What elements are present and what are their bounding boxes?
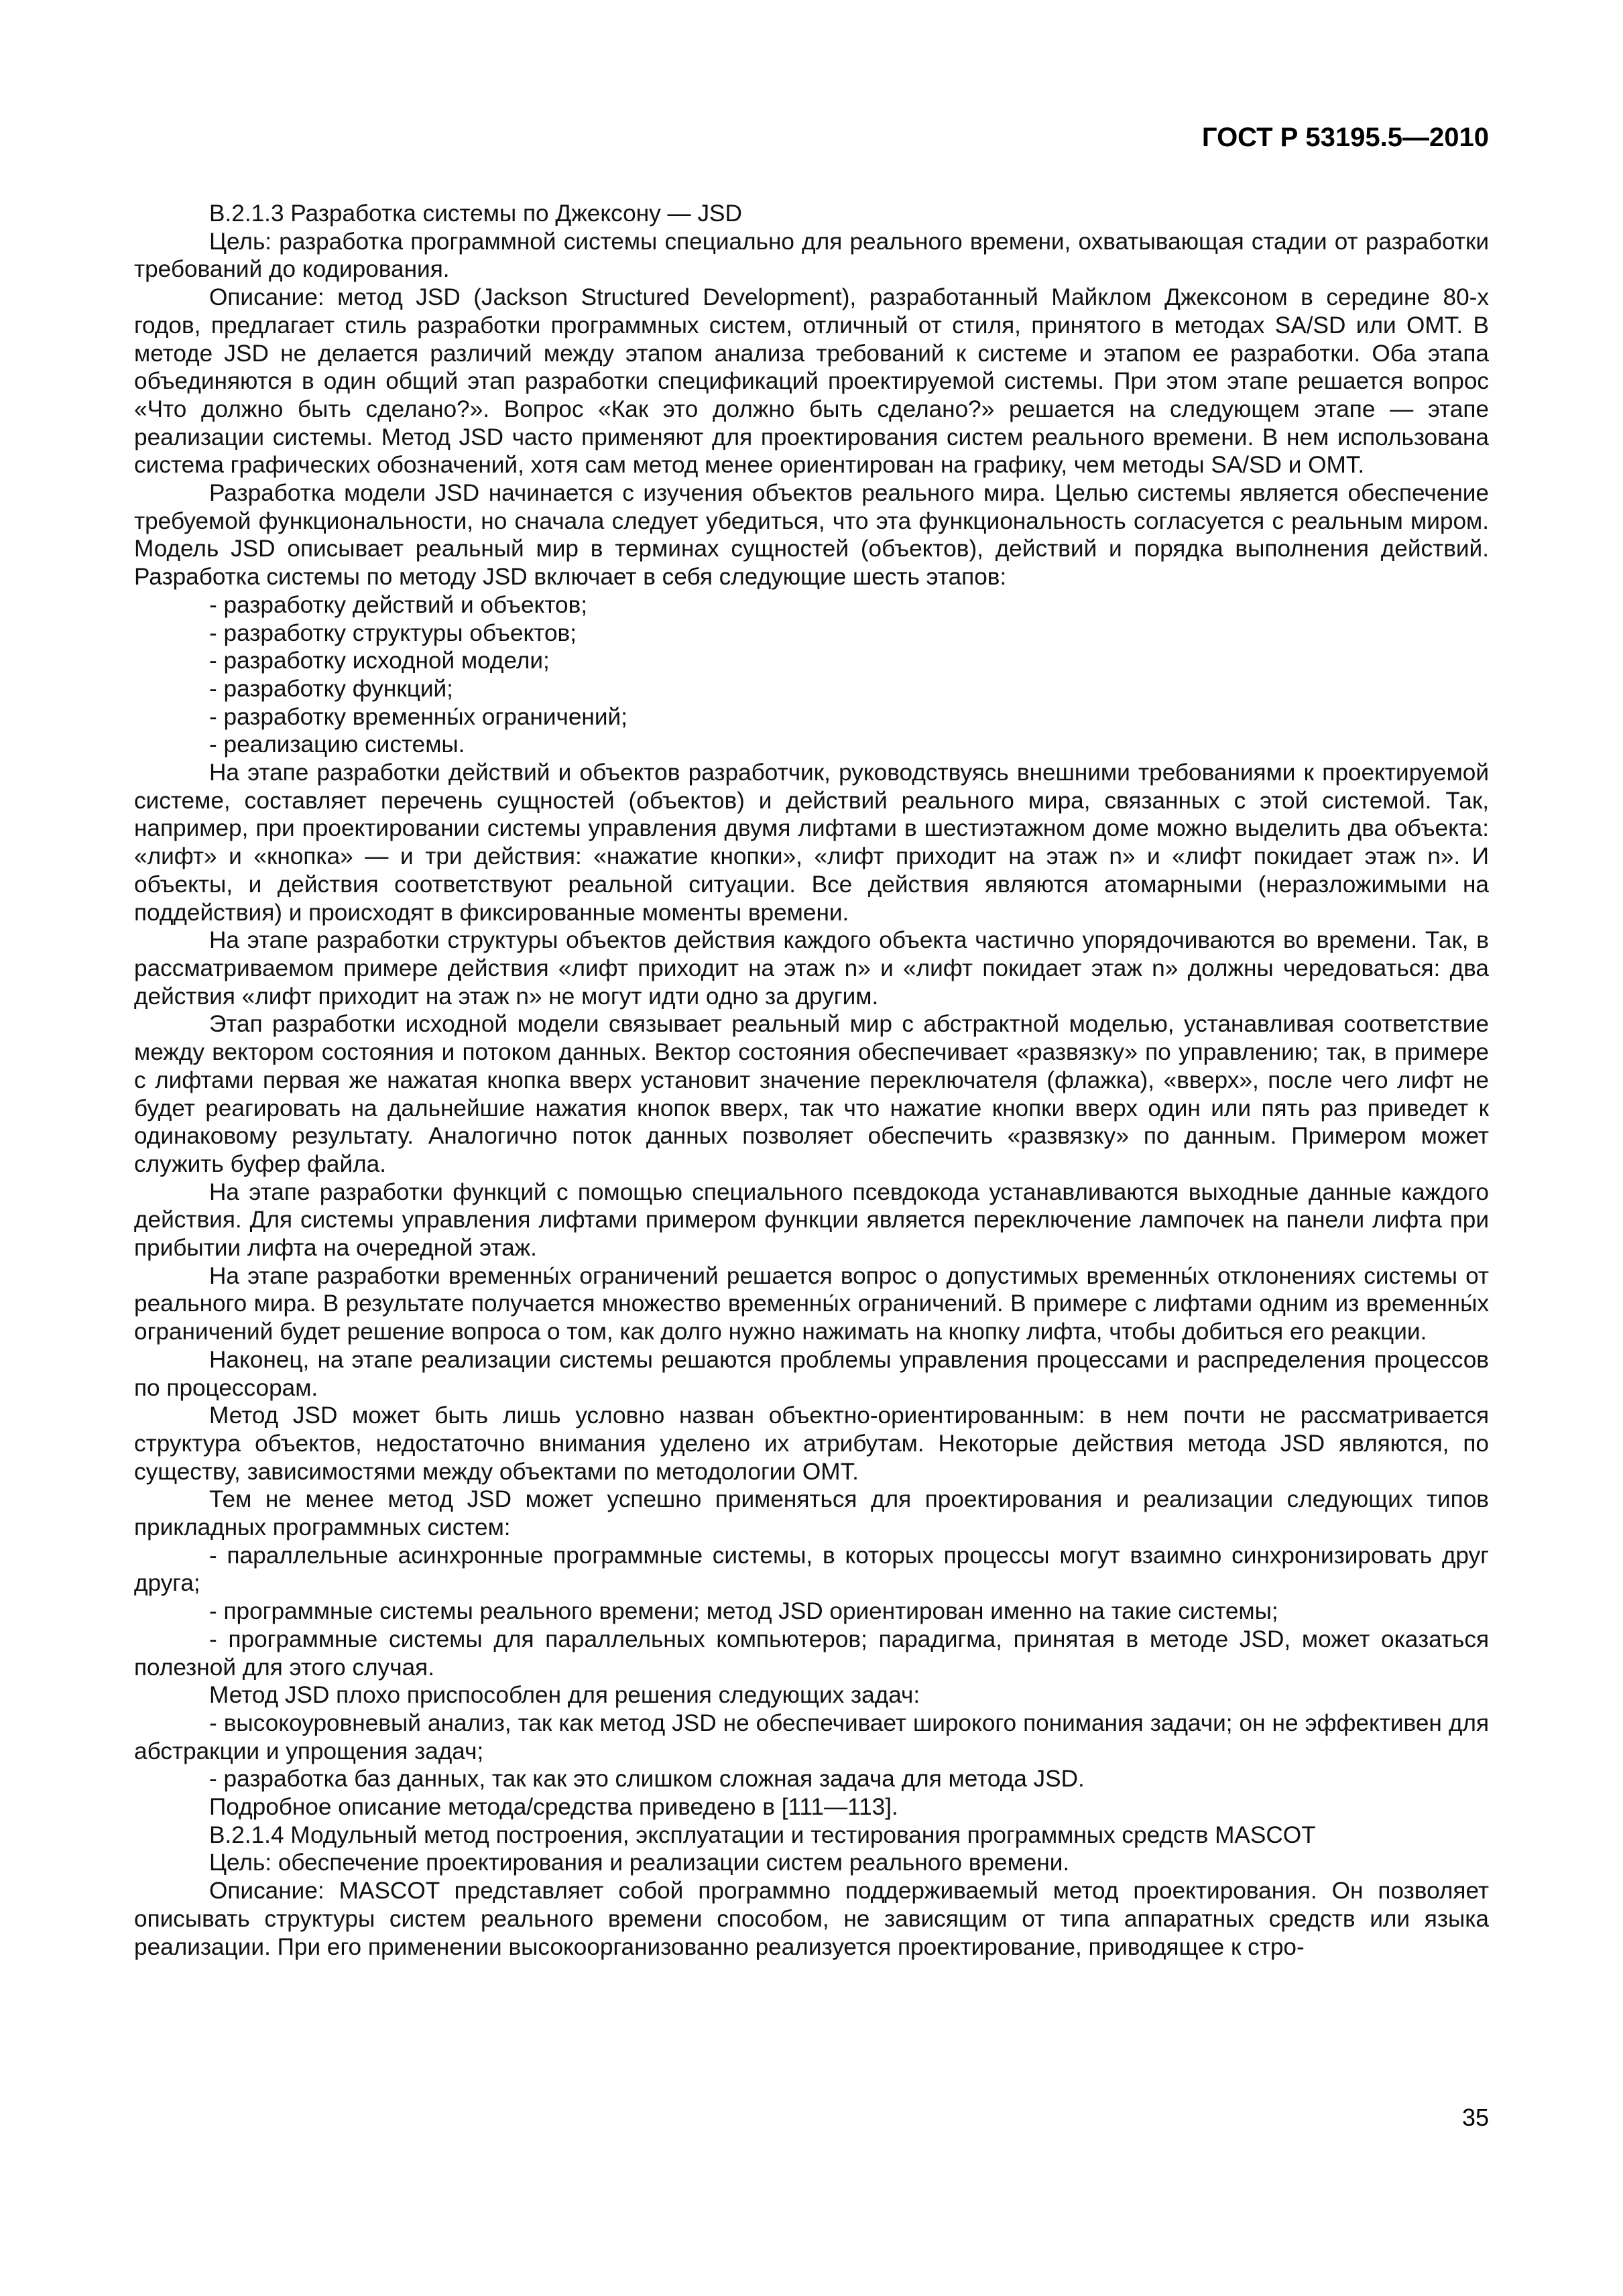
paragraph-initial-model: Этап разработки исходной модели связывает реальный мир с абстрактной моделью, устанавливая соответствие между вектором состояния и потоком данных. Вектор состояния обеспечивает «развязку» по управлению; так, в примере с лифтами первая же нажатая кнопка вверх установит значение переключателя (флажка), «вверх», после чего лифт не будет реагировать на дальнейшие нажатия кнопок вверх, так что нажатие кнопки вверх один или пять раз приведет к одинаковому результату. Аналогично поток данных позволяет обеспечить «развязку» по данным. Примером может служить буфер файла. bbox=[134, 1011, 1489, 1177]
list-item-application: - параллельные асинхронные программные системы, в которых процессы могут взаимно синхронизировать друг друга; bbox=[134, 1542, 1489, 1597]
paragraph-actions-objects: На этапе разработки действий и объектов разработчик, руководствуясь внешними требованиями к проектируемой системе, составляет перечень сущностей (объектов) и действий реального мира, связанных с этой системой. Так, например, при проектировании системы управления двумя лифтами в шестиэтажном доме можно выделить два объекта: «лифт» и «кнопка» — и три действия: «нажатие кнопки», «лифт приходит на этаж n» и «лифт покидает этаж n». И объекты, и действия соответствуют реальной ситуации. Все действия являются атомарными (неразложимыми на поддействия) и происходят в фиксированные моменты времени. bbox=[134, 760, 1489, 926]
section-heading-b2-1-4: В.2.1.4 Модульный метод построения, эксплуатации и тестирования программных средств MASCOT bbox=[209, 1821, 1316, 1848]
paragraph-goal-jsd: Цель: разработка программной системы специально для реального времени, охватывающая стадии от разработки требований до кодирования. bbox=[134, 228, 1489, 283]
section-heading-b2-1-3: В.2.1.3 Разработка системы по Джексону — JSD bbox=[209, 200, 742, 227]
list-item-stage: - разработку действий и объектов; bbox=[209, 591, 588, 618]
paragraph-references: Подробное описание метода/средства приведено в [111—113]. bbox=[209, 1794, 898, 1821]
paragraph-applicability: Тем не менее метод JSD может успешно применяться для проектирования и реализации следующих типов прикладных программных систем: bbox=[134, 1486, 1489, 1541]
list-item-limitation: - разработка баз данных, так как это слишком сложная задача для метода JSD. bbox=[209, 1766, 1085, 1793]
list-item-application: - программные системы реального времени; метод JSD ориентирован именно на такие системы; bbox=[209, 1598, 1278, 1625]
paragraph-limitations: Метод JSD плохо приспособлен для решения следующих задач: bbox=[209, 1682, 920, 1709]
paragraph-jsd-model: Разработка модели JSD начинается с изучения объектов реального мира. Целью системы является обеспечение требуемой функциональности, но сначала следует убедиться, что эта функциональность согласуется с реальным миром. Модель JSD описывает реальный мир в терминах сущностей (объектов), действий и порядка выполнения действий. Разработка системы по методу JSD включает в себя следующие шесть этапов: bbox=[134, 480, 1489, 591]
paragraph-functions: На этапе разработки функций с помощью специального псевдокода устанавливаются выходные данные каждого действия. Для системы управления лифтами примером функции является переключение лампочек на панели лифта при прибытии лифта на очередной этаж. bbox=[134, 1179, 1489, 1262]
list-item-stage: - разработку временны́х ограничений; bbox=[209, 703, 627, 730]
list-item-stage: - разработку функций; bbox=[209, 675, 453, 702]
page-header-standard-code: ГОСТ Р 53195.5—2010 bbox=[1201, 123, 1489, 152]
paragraph-description-jsd: Описание: метод JSD (Jackson Structured Development), разработанный Майклом Джексоном в середине 80-х годов, предлагает стиль разработки программных систем, отличный от стиля, принятого в методах SA/SD или OMT. В методе JSD не делается различий между этапом анализа требований к системе и этапом ее разработки. Оба этапа объединяются в один общий этап разработки спецификаций проектируемой системы. При этом этапе решается вопрос «Что должно быть сделано?». Вопрос «Как это должно быть сделано?» решается на следующем этапе — этапе реализации системы. Метод JSD часто применяют для проектирования систем реального времени. В нем использована система графических обозначений, хотя сам метод менее ориентирован на графику, чем методы SA/SD и OMT. bbox=[134, 284, 1489, 479]
document-body bbox=[134, 200, 1489, 1961]
list-item-stage: - разработку исходной модели; bbox=[209, 648, 550, 674]
list-item-limitation: - высокоуровневый анализ, так как метод JSD не обеспечивает широкого понимания задачи; он не эффективен для абстракции и упрощения задач; bbox=[134, 1709, 1489, 1764]
list-item-stage: - реализацию системы. bbox=[209, 731, 465, 758]
paragraph-time-constraints: На этапе разработки временны́х ограничений решается вопрос о допустимых временны́х отклонениях системы от реального мира. В результате получается множество временны́х ограничений. В примере с лифтами одним из временны́х ограничений будет решение вопроса о том, как долго нужно нажимать на кнопку лифта, чтобы добиться его реакции. bbox=[134, 1262, 1489, 1345]
page-number: 35 bbox=[1461, 2104, 1489, 2131]
list-item-stage: - разработку структуры объектов; bbox=[209, 619, 577, 646]
paragraph-object-structure: На этапе разработки структуры объектов действия каждого объекта частично упорядочиваются во времени. Так, в рассматриваемом примере действия «лифт приходит на этаж n» и «лифт покидает этаж n» должны чередоваться: два действия «лифт приходит на этаж n» не могут идти одно за другим. bbox=[134, 927, 1489, 1010]
paragraph-object-orientation: Метод JSD может быть лишь условно назван объектно-ориентированным: в нем почти не рассматривается структура объектов, недостаточно внимания уделено их атрибутам. Некоторые действия метода JSD являются, по существу, зависимостями между объектами по методологии OMT. bbox=[134, 1402, 1489, 1485]
paragraph-implementation: Наконец, на этапе реализации системы решаются проблемы управления процессами и распределения процессов по процессорам. bbox=[134, 1346, 1489, 1401]
list-item-application: - программные системы для параллельных компьютеров; парадигма, принятая в методе JSD, может оказаться полезной для этого случая. bbox=[134, 1626, 1489, 1681]
paragraph-description-mascot: Описание: MASCOT представляет собой программно поддерживаемый метод проектирования. Он позволяет описывать структуры систем реального времени способом, не зависящим от типа аппаратных средств или языка реализации. При его применении высокоорганизованно реализуется проектирование, приводящее к стро- bbox=[134, 1878, 1489, 1960]
paragraph-goal-mascot: Цель: обеспечение проектирования и реализации систем реального времени. bbox=[209, 1850, 1070, 1876]
